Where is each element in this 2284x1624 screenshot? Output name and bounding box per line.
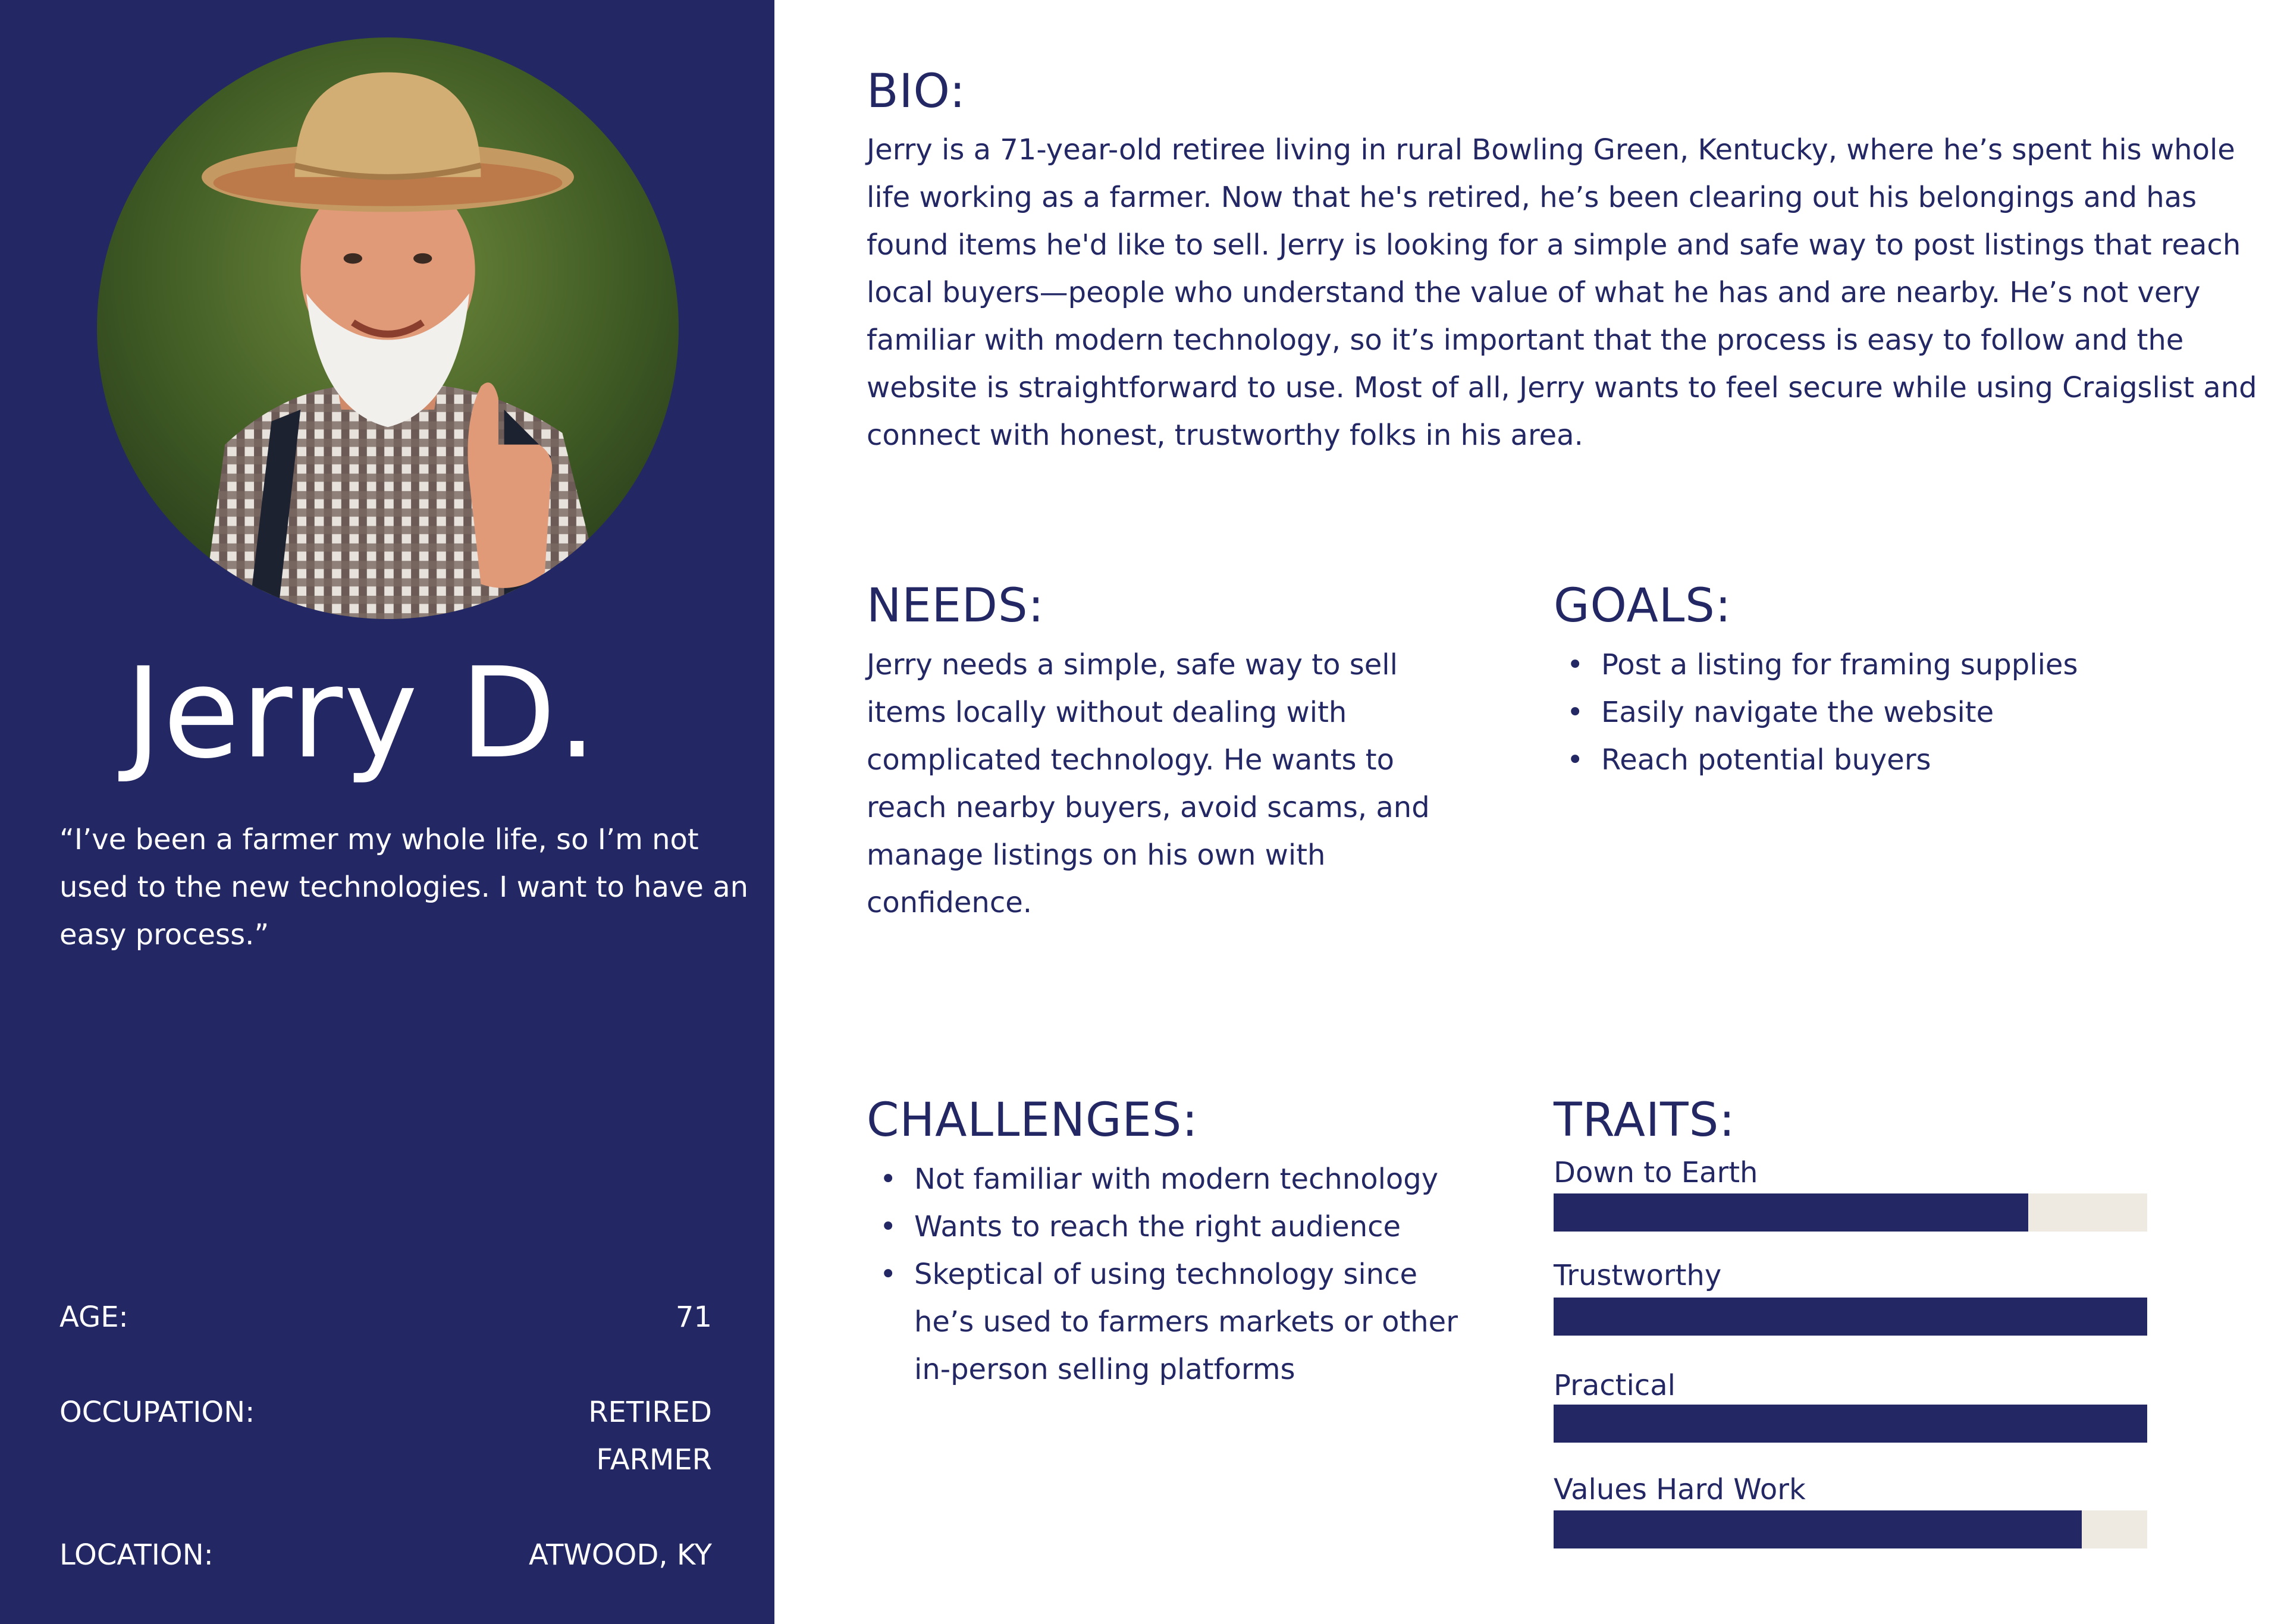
- goals-heading: GOALS:: [1554, 579, 1732, 633]
- persona-quote: “I’ve been a farmer my whole life, so I’m not used to the new technologies. I want to have an easy process.”: [59, 823, 749, 951]
- trait-label: Values Hard Work: [1554, 1473, 1806, 1506]
- trait-bar-down-to-earth: [1554, 1193, 2147, 1232]
- trait-bar-values-hard-work: [1554, 1510, 2147, 1548]
- persona-name: Jerry D.: [125, 640, 598, 786]
- location-label: LOCATION:: [59, 1538, 214, 1572]
- challenges-list: [867, 1155, 1473, 1393]
- age-row: [59, 1293, 712, 1341]
- list-item: • Post a listing for framing supplies: [1554, 641, 2238, 689]
- goals-list: [1554, 641, 2238, 784]
- list-item: • Not familiar with modern technology: [867, 1155, 1473, 1203]
- trait-bar-practical: [1554, 1405, 2147, 1443]
- list-item: • Reach potential buyers: [1554, 736, 2238, 784]
- trait-bar-fill: [1554, 1510, 2082, 1548]
- occupation-value: RETIRED FARMER: [588, 1396, 712, 1477]
- trait-bar-fill: [1554, 1298, 2147, 1336]
- needs-heading: NEEDS:: [867, 579, 1044, 633]
- occupation-label: OCCUPATION:: [59, 1396, 255, 1429]
- profile-photo: [97, 37, 679, 619]
- trait-label: Down to Earth: [1554, 1156, 1758, 1189]
- profile-sidebar: [0, 0, 774, 1624]
- bio-heading: BIO:: [867, 65, 966, 118]
- trait-bar-trustworthy: [1554, 1298, 2147, 1336]
- trait-label: Trustworthy: [1554, 1259, 1722, 1292]
- list-item: • Easily navigate the website: [1554, 689, 2238, 736]
- challenges-heading: CHALLENGES:: [867, 1094, 1199, 1147]
- location-row: [59, 1531, 712, 1579]
- traits-heading: TRAITS:: [1554, 1094, 1736, 1147]
- bio-text: Jerry is a 71-year-old retiree living in rural Bowling Green, Kentucky, where he’s spent his whole life working as a farmer. Now that he's retired, he’s been clearing out his belongings and has found items he'd like to sell. Jerry is looking for a simple and safe way to post listings that reach local buyers—people who understand the value of what he has and are nearby. He’s not very familiar with modern technology, so it’s important that the process is easy to follow and the website is straightforward to use. Most of all, Jerry wants to feel secure while using Craigslist and connect with honest, trustworthy folks in his area.: [867, 133, 2257, 452]
- persona-details: [774, 0, 2284, 1624]
- age-value: 71: [675, 1301, 712, 1334]
- list-item: • Skeptical of using technology since he’s used to farmers markets or other in-person selling platforms: [867, 1251, 1473, 1393]
- trait-label: Practical: [1554, 1369, 1676, 1402]
- trait-bar-fill: [1554, 1405, 2147, 1443]
- list-item: • Wants to reach the right audience: [867, 1203, 1473, 1251]
- needs-text: Jerry needs a simple, safe way to sell items locally without dealing with complicated technology. He wants to reach nearby buyers, avoid scams, and manage listings on his own with confidence.: [867, 648, 1430, 919]
- occupation-row: [59, 1389, 712, 1484]
- trait-bar-fill: [1554, 1193, 2028, 1232]
- age-label: AGE:: [59, 1301, 128, 1334]
- location-value: ATWOOD, KY: [528, 1538, 712, 1572]
